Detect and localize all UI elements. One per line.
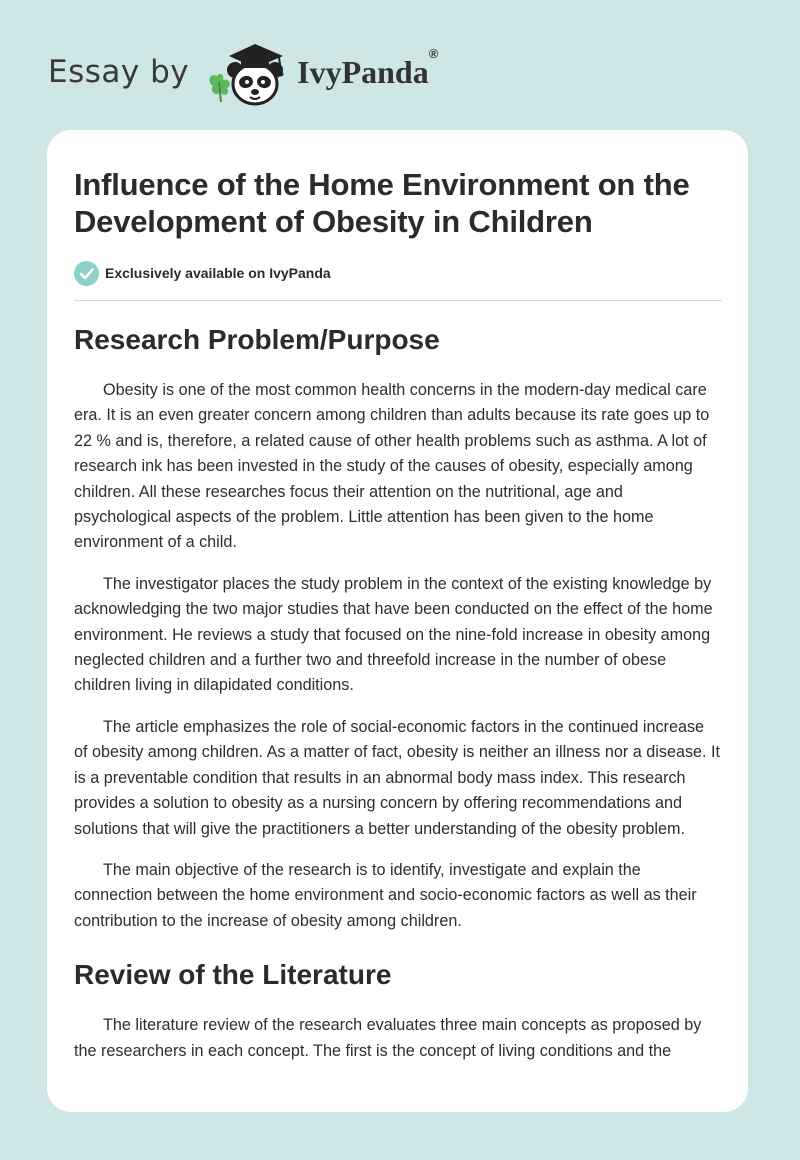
section-research-problem-body — [74, 378, 722, 934]
essay-by-label: Essay by — [48, 54, 190, 90]
paragraph: The investigator places the study problem in the context of the existing knowledge by acknowledging the two major studies that have been conducted on the effect of the home environment. He reviews a study that focused on the nine-fold increase in obesity among neglected children and a further two and threefold increase in the number of obese children living in dilapidated conditions. — [74, 574, 713, 695]
ivypanda-wordmark — [297, 45, 439, 91]
brand-header[interactable] — [48, 36, 438, 108]
paragraph: Obesity is one of the most common health concerns in the modern-day medical care era. It is an even greater concern among children than adults because its rate goes up to 22 % and is, therefore, a related cause of other health problems such as asthma. A lot of research ink has been invested in the study of the causes of obesity, especially among children. All these researches focus their attention on the nutritional, age and psychological aspects of the problem. Little attention has been given to the home environment of a child. — [74, 381, 710, 552]
divider — [74, 300, 722, 301]
check-circle-icon — [74, 261, 99, 286]
registered-mark: ® — [428, 45, 439, 61]
essay-card — [47, 130, 748, 1112]
paragraph: The literature review of the research evaluates three main concepts as proposed by the researchers in each concept. The first is the concept of living conditions and the — [74, 1016, 702, 1060]
section-literature-review-body — [74, 1013, 722, 1064]
paragraph: The article emphasizes the role of social-economic factors in the continued increase of obesity among children. As a matter of fact, obesity is neither an illness nor a disease. It is a preventable condition that results in an abnormal body mass index. This research provides a solution to obesity as a nursing concern by offering recommendations and solutions that will give the practitioners a better understanding of the obesity problem. — [74, 717, 721, 838]
panda-graduation-cap-logo — [203, 36, 295, 108]
ivy-leaf-icon — [210, 74, 230, 102]
exclusive-label: Exclusively available on IvyPanda — [105, 265, 331, 281]
section-heading-research-problem: Research Problem/Purpose — [74, 324, 440, 355]
exclusive-badge — [74, 260, 722, 286]
paragraph: The main objective of the research is to identify, investigate and explain the connection between the home environment and socio-economic factors as well as their contribution to the increase of obesity among children. — [74, 860, 697, 930]
essay-title: Influence of the Home Environment on the Development of Obesity in Children — [74, 167, 690, 239]
brand-name-text: IvyPanda — [297, 53, 429, 90]
section-heading-literature-review: Review of the Literature — [74, 959, 392, 991]
